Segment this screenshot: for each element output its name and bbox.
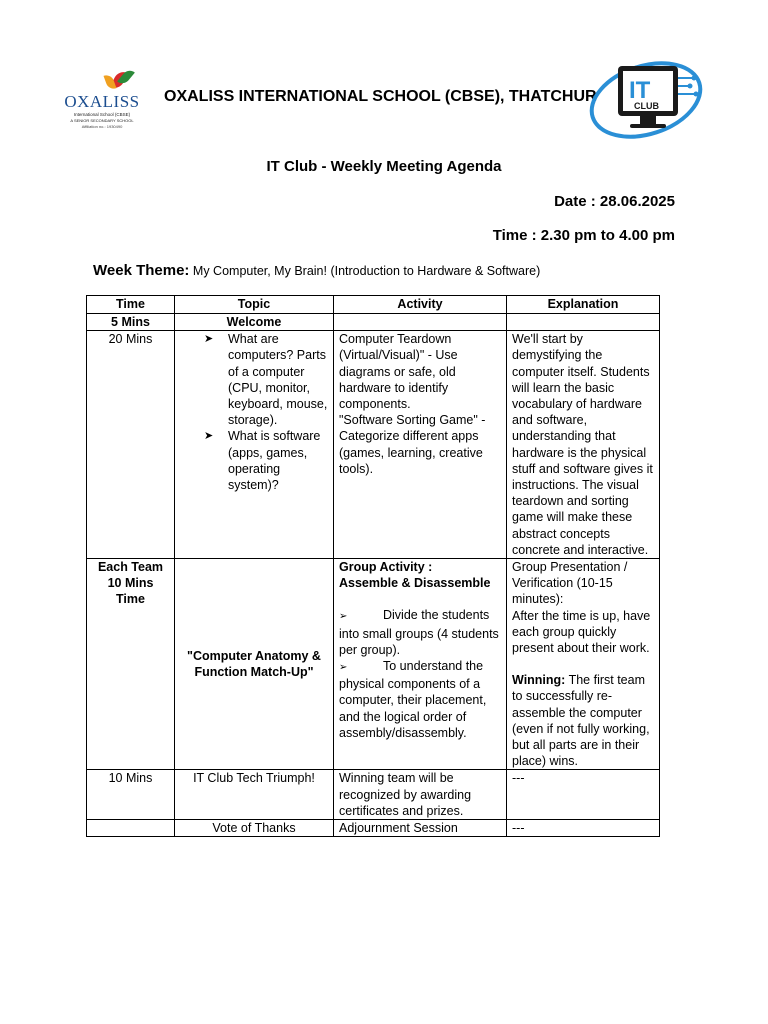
- arrow-icon: ➢: [339, 611, 348, 623]
- school-logo-line2: A SENIOR SECONDARY SCHOOL: [70, 118, 134, 123]
- row4-explanation: ---: [507, 770, 660, 820]
- row5-time: [87, 820, 175, 837]
- winning-text: The first team to successfully re-assemble the computer (even if not fully working, but all parts are in their place) wins.: [512, 673, 650, 769]
- it-club-logo-small: CLUB: [634, 101, 659, 111]
- table-row: [87, 331, 660, 559]
- row3-activity-title-2: Assemble & Disassemble: [339, 576, 491, 591]
- row1-time: 5 Mins: [87, 314, 175, 331]
- row4-topic: IT Club Tech Triumph!: [175, 770, 334, 820]
- row1-activity: [334, 314, 507, 331]
- row3-activity: [334, 559, 507, 770]
- row2-explanation: We'll start by demystifying the computer itself. Students will learn the basic vocabulary of hardware and software, understanding that hardware is the physical stuff and software gives it instructions. The visual teardown and sorting game will make these abstract concepts concrete and interactive.: [507, 331, 660, 559]
- table-row: [87, 314, 660, 331]
- meeting-title: IT Club - Weekly Meeting Agenda: [266, 158, 502, 175]
- row2-activity: [334, 331, 507, 559]
- row3-topic-text: "Computer Anatomy & Function Match-Up": [187, 649, 321, 680]
- school-logo-line1: International School (CBSE): [73, 112, 131, 117]
- week-theme: [93, 262, 540, 280]
- row3-time-line2: 10 Mins: [107, 576, 154, 591]
- row3-explanation-winning: [512, 672, 654, 769]
- row3-activity-title-1: Group Activity :: [339, 560, 433, 575]
- it-club-logo-big: IT: [629, 77, 651, 104]
- row5-activity: Adjournment Session: [334, 820, 507, 837]
- row3-activity-bullet: ➢ Divide the students into small groups (4 students per group).: [339, 608, 499, 657]
- row2-topic: [175, 331, 334, 559]
- row2-topic-bullet: ➤ What are computers? Parts of a computer (CPU, monitor, keyboard, mouse, storage).: [228, 331, 328, 428]
- row5-explanation: ---: [507, 820, 660, 837]
- row3-explanation-p2: After the time is up, have each group quickly present about their work.: [512, 608, 651, 656]
- table-row: [87, 559, 660, 770]
- row2-time: 20 Mins: [87, 331, 175, 559]
- row3-time-line1: Each Team: [97, 560, 164, 575]
- arrow-icon: ➢: [339, 662, 348, 674]
- table-header-row: [87, 296, 660, 314]
- table-row: [87, 820, 660, 837]
- row3-activity-list: [339, 607, 501, 741]
- row3-time: [87, 559, 175, 770]
- school-name: OXALISS INTERNATIONAL SCHOOL (CBSE), THATCHUR: [164, 88, 597, 105]
- row2-topic-bullet: ➤ What is software (apps, games, operating system)?: [228, 428, 328, 493]
- school-logo-line3: Affiliation no.: 1930490: [81, 124, 123, 129]
- meeting-time: Time : 2.30 pm to 4.00 pm: [492, 227, 675, 244]
- header-activity: Activity: [334, 296, 507, 314]
- header-topic: Topic: [175, 296, 334, 314]
- header-time: Time: [87, 296, 175, 314]
- header-explanation: Explanation: [507, 296, 660, 314]
- row5-topic: Vote of Thanks: [175, 820, 334, 837]
- row4-time: 10 Mins: [87, 770, 175, 820]
- row3-activity-bullet: ➢ To understand the physical components of a computer, their placement, and the logical order of assembly/disassembly.: [339, 659, 487, 740]
- it-club-logo: [588, 56, 708, 146]
- row1-topic: Welcome: [175, 314, 334, 331]
- row3-explanation-p1: Group Presentation / Verification (10-15 minutes):: [512, 560, 628, 607]
- row1-explanation: [507, 314, 660, 331]
- row4-activity: Winning team will be recognized by awarding certificates and prizes.: [334, 770, 507, 820]
- agenda-table: [86, 295, 660, 837]
- school-logo: [56, 66, 148, 129]
- winning-label: Winning:: [512, 673, 566, 688]
- row3-topic: [175, 559, 334, 770]
- row2-topic-list: [180, 331, 328, 493]
- week-theme-label: Week Theme:: [93, 262, 190, 279]
- row2-activity-p1: Computer Teardown (Virtual/Visual)" - Use diagrams or safe, old hardware to identify components.: [339, 332, 458, 412]
- school-logo-brand: OXALISS: [64, 92, 140, 111]
- week-theme-value: My Computer, My Brain! (Introduction to Hardware & Software): [189, 264, 541, 278]
- row3-explanation: [507, 559, 660, 770]
- row3-time-line3: Time: [116, 592, 145, 607]
- table-row: [87, 770, 660, 820]
- meeting-date: Date : 28.06.2025: [554, 193, 675, 210]
- row2-activity-p2: "Software Sorting Game" - Categorize different apps (games, learning, creative tools).: [339, 413, 486, 476]
